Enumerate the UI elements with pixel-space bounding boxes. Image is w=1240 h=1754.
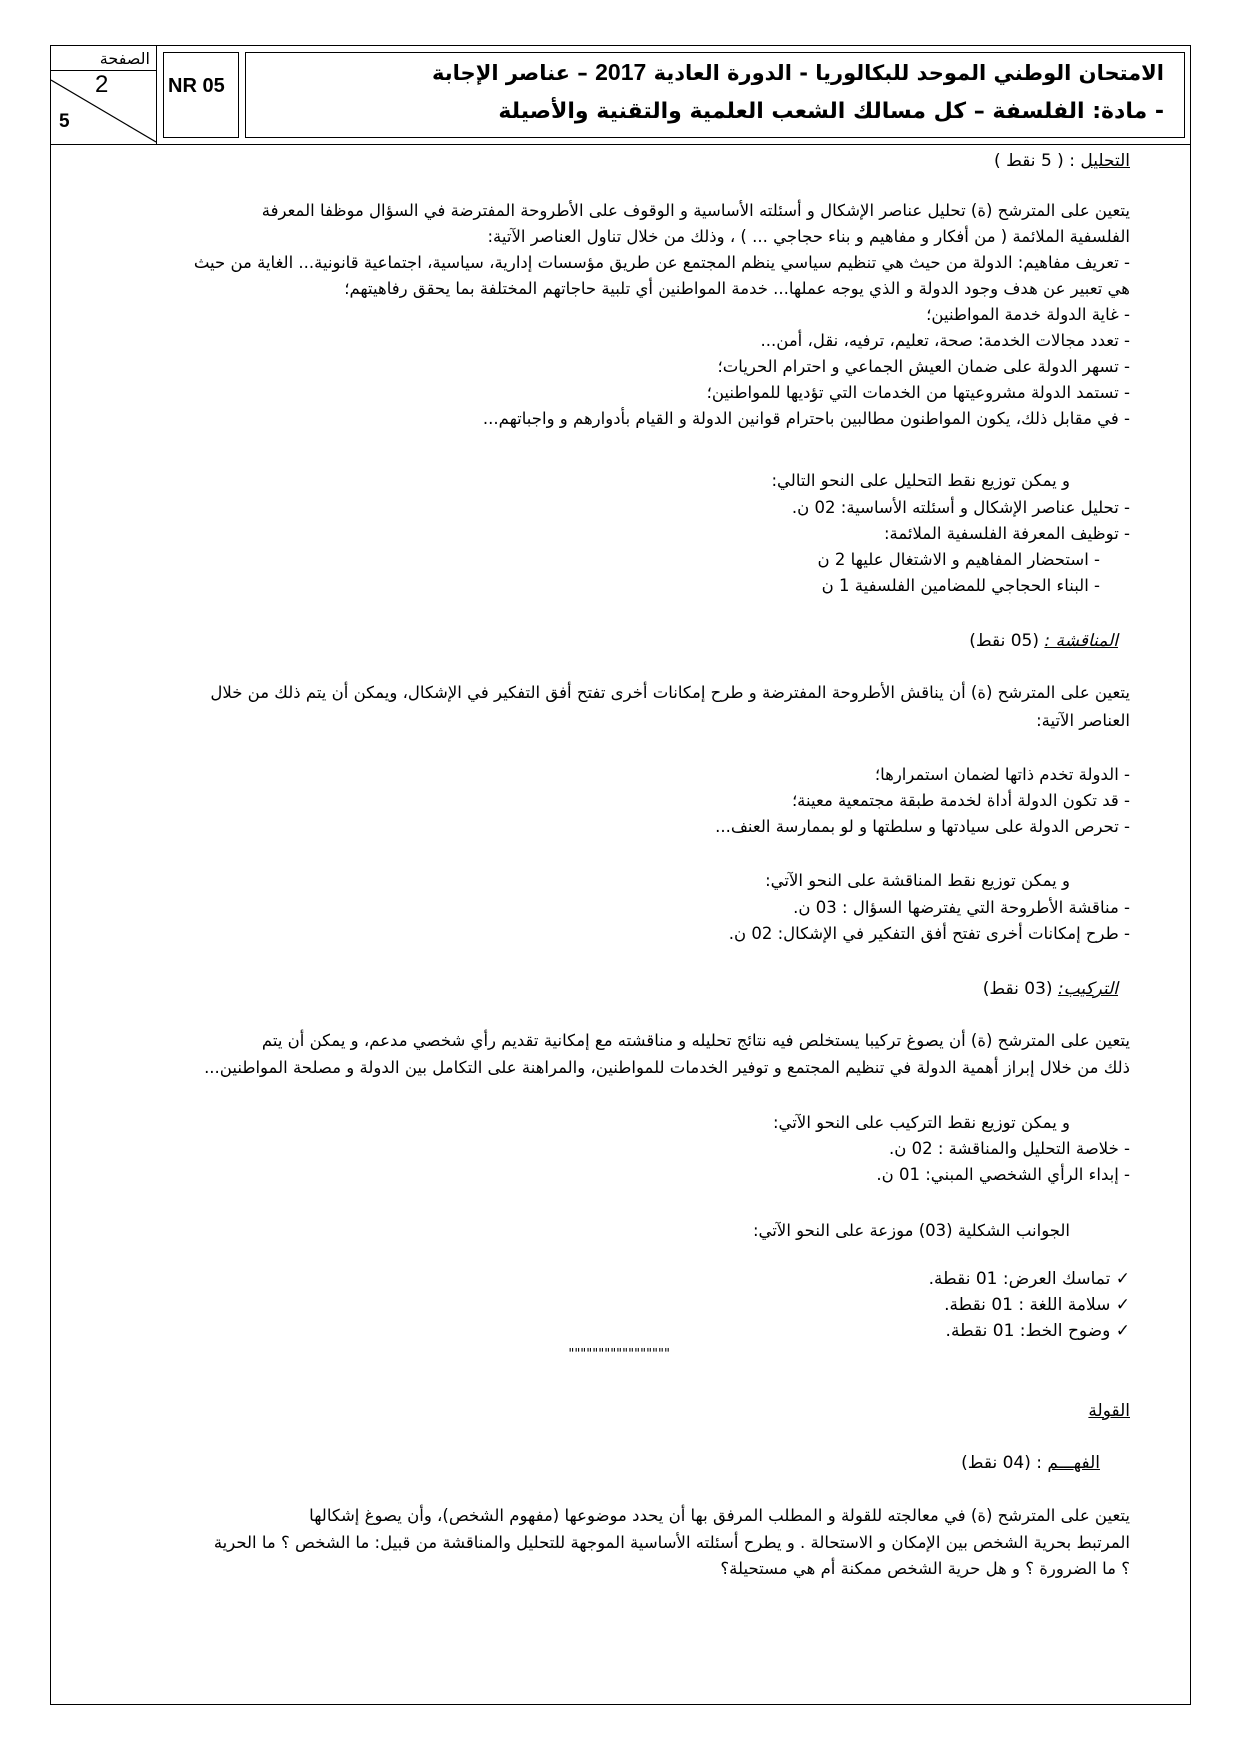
understanding-paragraph-2: المرتبط بحرية الشخص بين الإمكان و الاستحالة . و يطرح أسئلته الأساسية الموجهة للتحليل والمناقشة من قبيل: ما الشخص ؟ ما الحرية (213, 1533, 1130, 1552)
analysis-distribution-intro: و يمكن توزيع نقط التحليل على النحو التالي: (771, 471, 1070, 490)
synthesis-paragraph-2: ذلك من خلال إبراز أهمية الدولة في تنظيم المجتمع و توفير الخدمات للمواطنين، والمراهنة على التكامل بين الدولة و مصلحة المواطنين... (204, 1058, 1130, 1077)
exam-title-line-2: - مادة: الفلسفة – كل مسالك الشعب العلمية والتقنية والأصيلة (498, 99, 1164, 124)
formal-criterion-language: ✓ سلامة اللغة : 01 نقطة. (944, 1295, 1130, 1315)
discussion-points: (05 نقط) (969, 631, 1040, 651)
synthesis-points: (03 نقط) (982, 979, 1053, 999)
discussion-heading-row (969, 630, 1118, 652)
exam-title-end: – عناصر الإجابة (432, 61, 588, 85)
analysis-distribution-2: - توظيف المعرفة الفلسفية الملائمة: (883, 524, 1130, 543)
discussion-distribution-1: - مناقشة الأطروحة التي يفترضها السؤال : 03 ن. (793, 898, 1130, 917)
discussion-bullet-1: - الدولة تخدم ذاتها لضمان استمرارها؛ (874, 765, 1130, 784)
exam-code: NR 05 (168, 75, 225, 97)
exam-header (50, 45, 1191, 145)
analysis-heading: التحليل (1080, 151, 1130, 171)
exam-title-box (245, 52, 1185, 138)
discussion-paragraph-2: العناصر الآتية: (1036, 711, 1130, 730)
exam-title-text: الامتحان الوطني الموحد للبكالوريا - الدورة العادية (653, 61, 1164, 85)
formal-criterion-coherence: ✓ تماسك العرض: 01 نقطة. (928, 1269, 1130, 1289)
quote-heading-row (1088, 1400, 1130, 1422)
synthesis-distribution-2: - إبداء الرأي الشخصي المبني: 01 ن. (876, 1165, 1130, 1184)
analysis-bullet-4: - تسهر الدولة على ضمان العيش الجماعي و احترام الحريات؛ (717, 357, 1130, 376)
formal-criterion-handwriting: ✓ وضوح الخط: 01 نقطة. (945, 1321, 1130, 1341)
understanding-heading: الفهـــم (1047, 1453, 1100, 1473)
discussion-bullet-3: - تحرص الدولة على سيادتها و سلطتها و لو بممارسة العنف... (715, 817, 1130, 836)
page-number-box (51, 46, 157, 144)
analysis-paragraph-1: يتعين على المترشح (ة) تحليل عناصر الإشكال و أسئلته الأساسية و الوقوف على الأطروحة المفترضة في السؤال موظفا المعرفة (261, 201, 1130, 220)
section-separator: """"""""""""""""" (568, 1347, 670, 1362)
synthesis-heading-row (983, 978, 1118, 1000)
discussion-distribution-2: - طرح إمكانات أخرى تفتح أفق التفكير في الإشكال: 02 ن. (728, 924, 1130, 943)
page-label: الصفحة (99, 49, 150, 68)
understanding-points: : (04 نقط) (961, 1453, 1042, 1473)
exam-title-line-1 (432, 59, 1164, 86)
analysis-bullet-concepts-cont: هي تعبير عن هدف وجود الدولة و الذي يوجه عملها... خدمة المواطنين أي تلبية حاجاتهم المختلفة بما يحقق رفاهيتهم؛ (344, 279, 1130, 298)
understanding-heading-row (961, 1452, 1100, 1474)
discussion-distribution-intro: و يمكن توزيع نقط المناقشة على النحو الآتي: (765, 871, 1070, 890)
synthesis-heading: التركيب: (1057, 979, 1118, 999)
exam-year: 2017 (595, 59, 647, 85)
discussion-heading: المناقشة : (1044, 631, 1118, 651)
analysis-distribution-4: - البناء الحجاجي للمضامين الفلسفية 1 ن (821, 576, 1100, 595)
analysis-bullet-3: - تعدد مجالات الخدمة: صحة، تعليم، ترفيه، نقل، أمن... (760, 331, 1130, 350)
analysis-heading-row (994, 150, 1130, 172)
page-label-cell (51, 46, 156, 71)
analysis-bullet-5: - تستمد الدولة مشروعيتها من الخدمات التي تؤديها للمواطنين؛ (706, 383, 1130, 402)
analysis-points: : ( 5 نقط ) (994, 151, 1075, 171)
analysis-distribution-1: - تحليل عناصر الإشكال و أسئلته الأساسية: 02 ن. (791, 498, 1130, 517)
discussion-bullet-2: - قد تكون الدولة أداة لخدمة طبقة مجتمعية معينة؛ (791, 791, 1130, 810)
analysis-bullet-2: - غاية الدولة خدمة المواطنين؛ (926, 305, 1130, 324)
analysis-paragraph-2: الفلسفية الملائمة ( من أفكار و مفاهيم و بناء حجاجي ... ) ، وذلك من خلال تناول العناصر الآتية: (487, 227, 1130, 246)
understanding-paragraph-1: يتعين على المترشح (ة) في معالجته للقولة و المطلب المرفق بها أن يحدد موضوعها (مفهوم الشخص)، وأن يصوغ إشكالها (309, 1506, 1130, 1525)
total-pages-number: 5 (59, 111, 70, 132)
quote-heading: القولة (1088, 1401, 1130, 1421)
analysis-distribution-3: - استحضار المفاهيم و الاشتغال عليها 2 ن (817, 550, 1100, 569)
current-page-number: 2 (95, 71, 109, 98)
understanding-paragraph-3: ؟ ما الضرورة ؟ و هل حرية الشخص ممكنة أم هي مستحيلة؟ (720, 1559, 1130, 1578)
synthesis-paragraph-1: يتعين على المترشح (ة) أن يصوغ تركيبا يستخلص فيه نتائج تحليله و مناقشته مع إمكانية تقديم رأي شخصي مدعم، و يمكن أن يتم (261, 1031, 1130, 1050)
synthesis-distribution-intro: و يمكن توزيع نقط التركيب على النحو الآتي: (773, 1113, 1070, 1132)
discussion-paragraph-1: يتعين على المترشح (ة) أن يناقش الأطروحة المفترضة و طرح إمكانات أخرى تفتح أفق التفكير في الإشكال، ويمكن أن يتم ذلك من خلال (210, 683, 1130, 702)
exam-code-box (163, 52, 239, 138)
analysis-bullet-6: - في مقابل ذلك، يكون المواطنون مطالبين باحترام قوانين الدولة و القيام بأدوارهم و واجباتهم... (482, 409, 1130, 428)
synthesis-distribution-1: - خلاصة التحليل والمناقشة : 02 ن. (888, 1139, 1130, 1158)
analysis-bullet-concepts: - تعريف مفاهيم: الدولة من حيث هي تنظيم سياسي ينظم المجتمع عن طريق مؤسسات إدارية، سياسية، اجتماعية قانونية... الغاية من حيث (193, 253, 1130, 272)
formal-aspects-heading: الجوانب الشكلية (03) موزعة على النحو الآتي: (753, 1221, 1070, 1240)
